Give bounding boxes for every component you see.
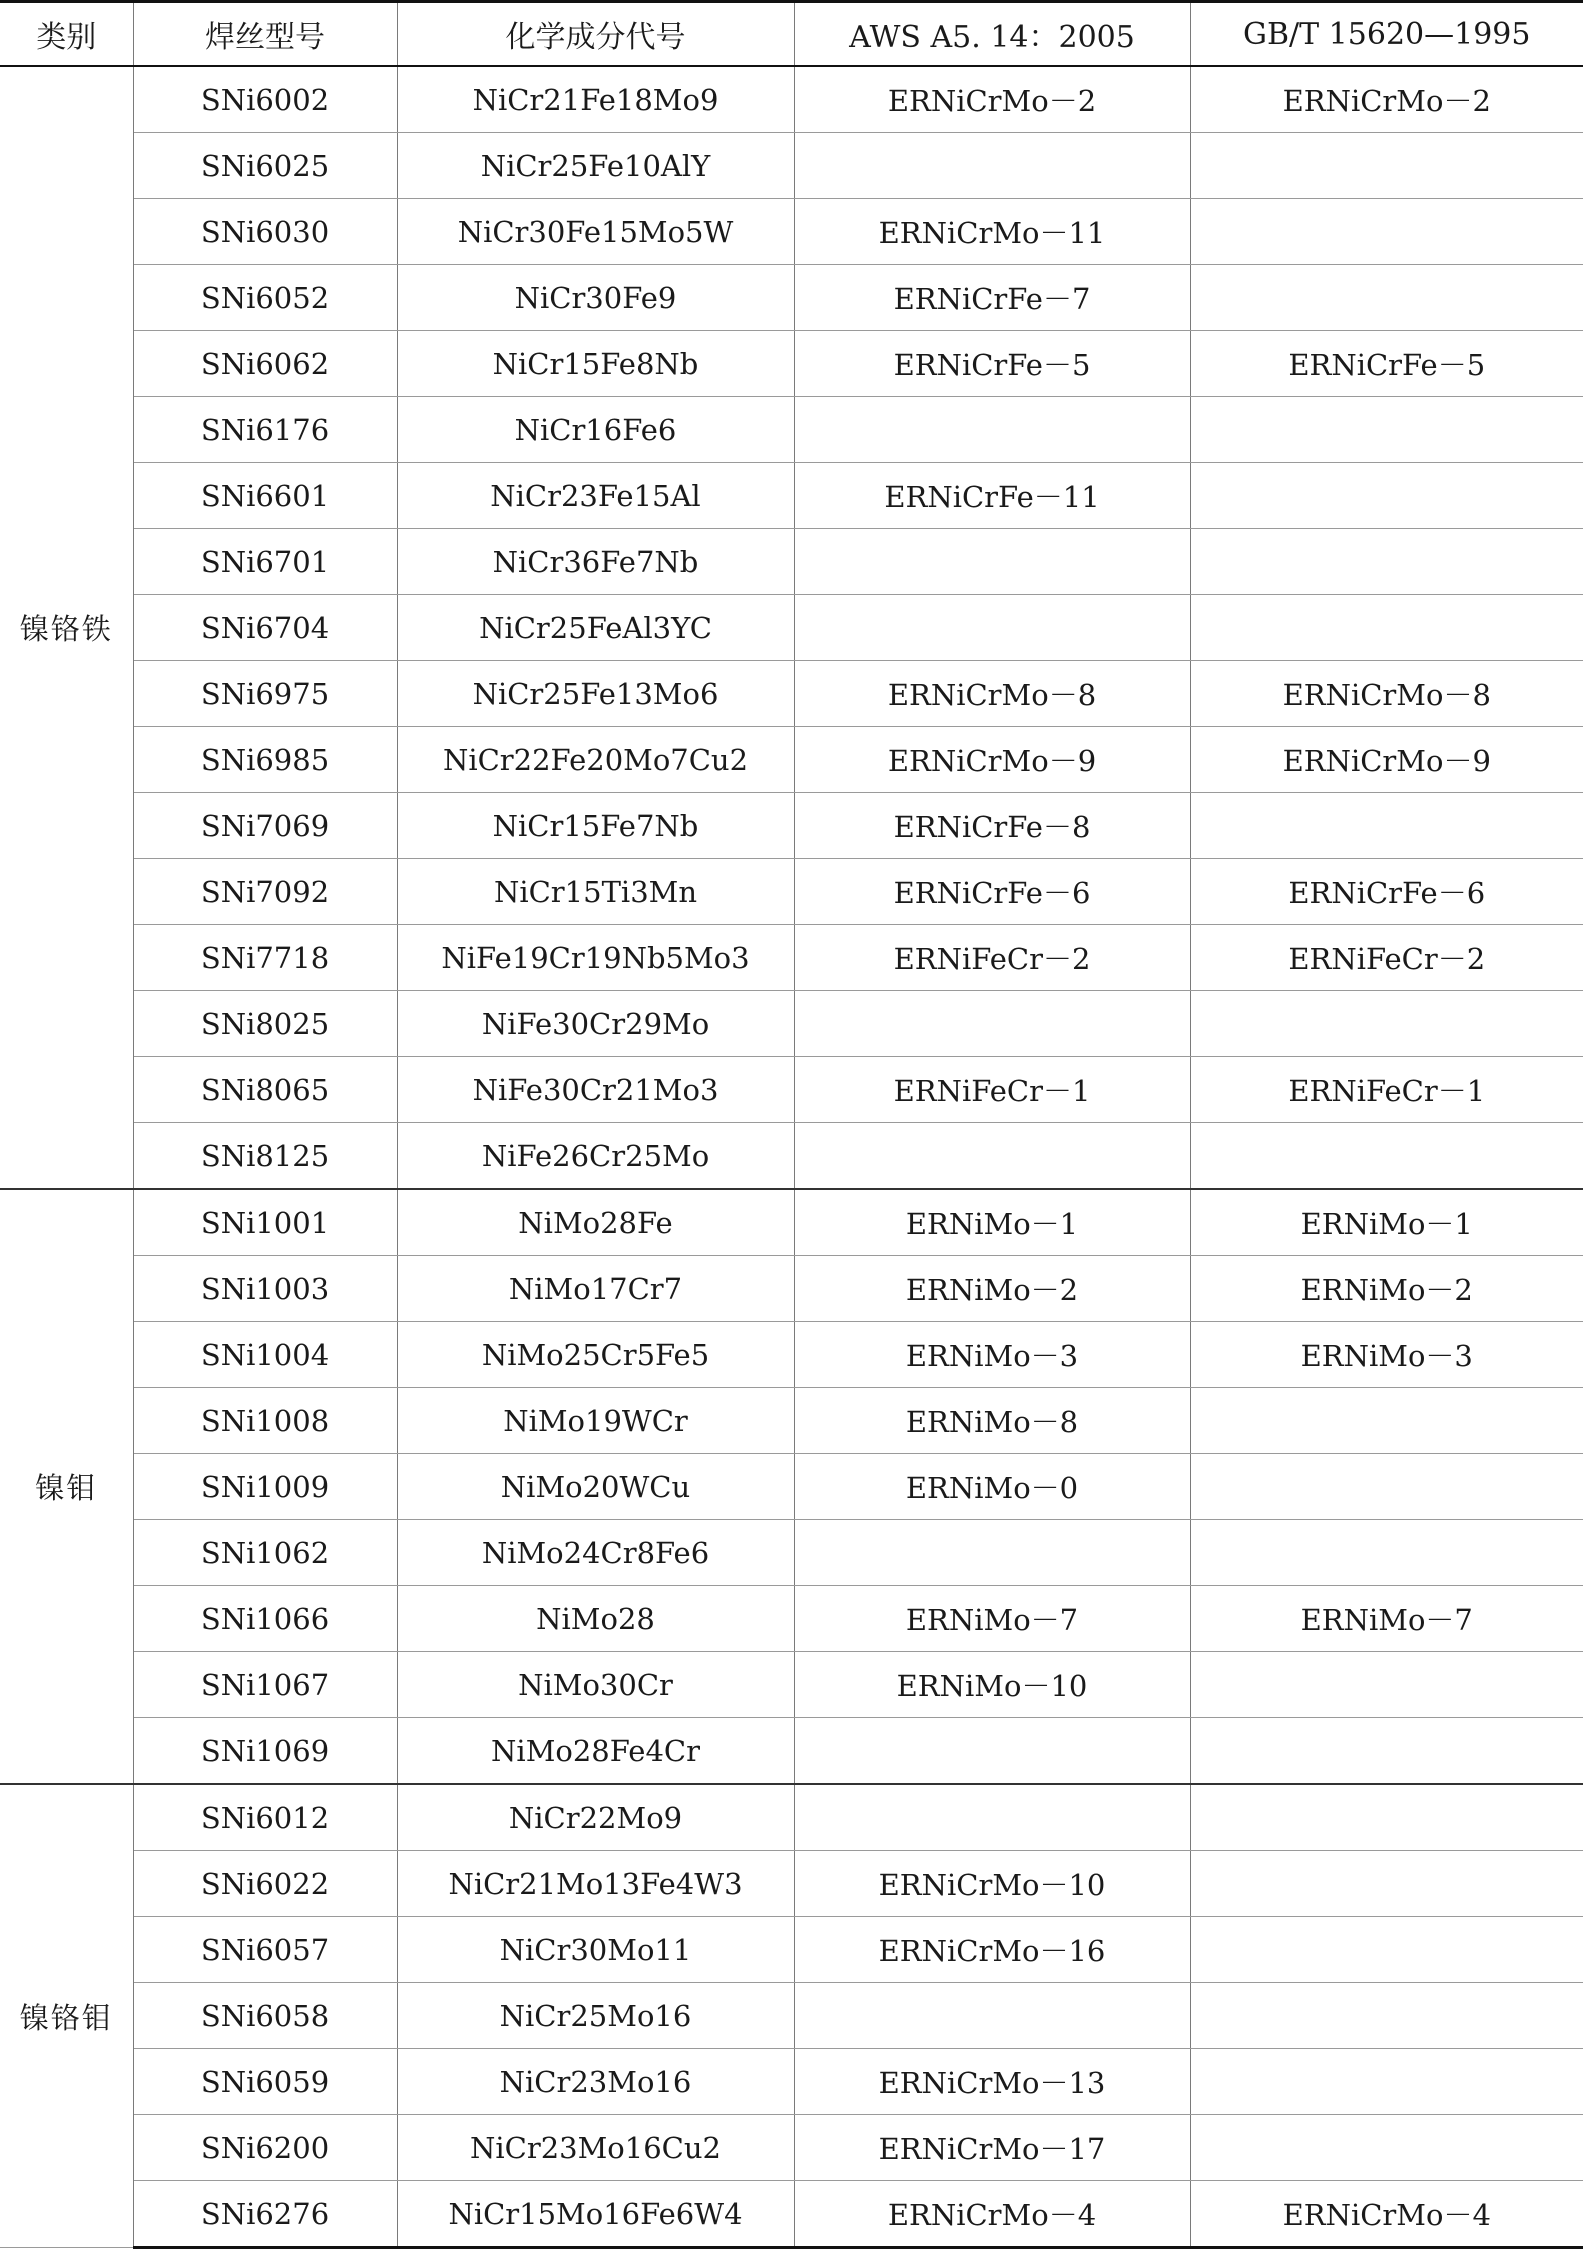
wire-model-cell: SNi6601 xyxy=(133,463,397,529)
table-row xyxy=(0,397,1583,463)
table-row xyxy=(0,1322,1583,1388)
chemical-code-cell: NiMo28Fe xyxy=(397,1189,794,1256)
gb-code-cell xyxy=(1190,529,1583,595)
chemical-code-cell: NiCr16Fe6 xyxy=(397,397,794,463)
wire-model-cell: SNi6059 xyxy=(133,2049,397,2115)
table-row xyxy=(0,2181,1583,2248)
wire-model-cell: SNi8065 xyxy=(133,1057,397,1123)
gb-code-cell xyxy=(1190,1784,1583,1851)
wire-model-cell: SNi1066 xyxy=(133,1586,397,1652)
wire-model-cell: SNi6012 xyxy=(133,1784,397,1851)
aws-code-cell: ERNiMo－0 xyxy=(794,1454,1190,1520)
chemical-code-cell: NiMo19WCr xyxy=(397,1388,794,1454)
chemical-code-cell: NiFe30Cr21Mo3 xyxy=(397,1057,794,1123)
aws-code-cell: ERNiMo－2 xyxy=(794,1256,1190,1322)
aws-code-cell: ERNiFeCr－1 xyxy=(794,1057,1190,1123)
chemical-code-cell: NiCr36Fe7Nb xyxy=(397,529,794,595)
wire-model-cell: SNi6176 xyxy=(133,397,397,463)
wire-model-cell: SNi7069 xyxy=(133,793,397,859)
chemical-code-cell: NiCr15Fe7Nb xyxy=(397,793,794,859)
table-row xyxy=(0,2115,1583,2181)
chemical-code-cell: NiMo24Cr8Fe6 xyxy=(397,1520,794,1586)
aws-code-cell: ERNiCrFe－11 xyxy=(794,463,1190,529)
gb-code-cell xyxy=(1190,2115,1583,2181)
gb-code-cell: ERNiMo－2 xyxy=(1190,1256,1583,1322)
aws-code-cell xyxy=(794,1520,1190,1586)
aws-code-cell: ERNiCrMo－8 xyxy=(794,661,1190,727)
gb-code-cell: ERNiMo－3 xyxy=(1190,1322,1583,1388)
aws-code-cell xyxy=(794,133,1190,199)
table-row xyxy=(0,727,1583,793)
aws-code-cell: ERNiCrFe－8 xyxy=(794,793,1190,859)
gb-code-cell: ERNiMo－7 xyxy=(1190,1586,1583,1652)
wire-model-cell: SNi6057 xyxy=(133,1917,397,1983)
gb-code-cell xyxy=(1190,1652,1583,1718)
wire-model-cell: SNi6704 xyxy=(133,595,397,661)
gb-code-cell xyxy=(1190,1851,1583,1917)
wire-model-cell: SNi6975 xyxy=(133,661,397,727)
category-cell: 镍铬铁 xyxy=(0,66,133,1189)
chemical-code-cell: NiCr30Fe9 xyxy=(397,265,794,331)
chemical-code-cell: NiCr22Mo9 xyxy=(397,1784,794,1851)
table-row xyxy=(0,66,1583,133)
aws-code-cell xyxy=(794,1718,1190,1785)
gb-code-cell: ERNiCrMo－4 xyxy=(1190,2181,1583,2248)
aws-code-cell xyxy=(794,991,1190,1057)
table-row xyxy=(0,1189,1583,1256)
gb-code-cell xyxy=(1190,265,1583,331)
header-row xyxy=(0,2,1583,67)
table-row xyxy=(0,133,1583,199)
chemical-code-cell: NiCr25Fe10AlY xyxy=(397,133,794,199)
chemical-code-cell: NiMo17Cr7 xyxy=(397,1256,794,1322)
table-row xyxy=(0,1057,1583,1123)
header-category: 类别 xyxy=(0,2,133,67)
aws-code-cell: ERNiCrFe－5 xyxy=(794,331,1190,397)
gb-code-cell xyxy=(1190,1983,1583,2049)
gb-code-cell xyxy=(1190,1917,1583,1983)
gb-code-cell: ERNiFeCr－1 xyxy=(1190,1057,1583,1123)
gb-code-cell: ERNiCrFe－5 xyxy=(1190,331,1583,397)
table-row xyxy=(0,463,1583,529)
aws-code-cell: ERNiCrMo－17 xyxy=(794,2115,1190,2181)
gb-code-cell xyxy=(1190,397,1583,463)
aws-code-cell: ERNiCrMo－11 xyxy=(794,199,1190,265)
wire-model-cell: SNi8125 xyxy=(133,1123,397,1190)
table-row xyxy=(0,991,1583,1057)
aws-code-cell: ERNiMo－7 xyxy=(794,1586,1190,1652)
aws-code-cell: ERNiCrMo－13 xyxy=(794,2049,1190,2115)
chemical-code-cell: NiMo30Cr xyxy=(397,1652,794,1718)
gb-code-cell xyxy=(1190,463,1583,529)
chemical-code-cell: NiCr25Fe13Mo6 xyxy=(397,661,794,727)
header-gb-standard: GB/T 15620—1995 xyxy=(1190,2,1583,67)
aws-code-cell: ERNiFeCr－2 xyxy=(794,925,1190,991)
gb-code-cell: ERNiFeCr－2 xyxy=(1190,925,1583,991)
aws-code-cell: ERNiCrFe－7 xyxy=(794,265,1190,331)
wire-model-cell: SNi7092 xyxy=(133,859,397,925)
wire-model-cell: SNi1069 xyxy=(133,1718,397,1785)
aws-code-cell xyxy=(794,397,1190,463)
gb-code-cell xyxy=(1190,133,1583,199)
chemical-code-cell: NiCr23Fe15Al xyxy=(397,463,794,529)
category-cell: 镍铬钼 xyxy=(0,1784,133,2248)
gb-code-cell xyxy=(1190,793,1583,859)
wire-model-cell: SNi6985 xyxy=(133,727,397,793)
wire-model-cell: SNi6030 xyxy=(133,199,397,265)
header-chemical-code: 化学成分代号 xyxy=(397,2,794,67)
gb-code-cell: ERNiCrMo－2 xyxy=(1190,66,1583,133)
aws-code-cell: ERNiCrMo－16 xyxy=(794,1917,1190,1983)
gb-code-cell xyxy=(1190,1520,1583,1586)
chemical-code-cell: NiCr23Mo16Cu2 xyxy=(397,2115,794,2181)
wire-model-cell: SNi6002 xyxy=(133,66,397,133)
gb-code-cell: ERNiMo－1 xyxy=(1190,1189,1583,1256)
aws-code-cell xyxy=(794,1784,1190,1851)
aws-code-cell: ERNiCrMo－2 xyxy=(794,66,1190,133)
chemical-code-cell: NiFe30Cr29Mo xyxy=(397,991,794,1057)
header-wire-model: 焊丝型号 xyxy=(133,2,397,67)
header-aws-standard: AWS A5. 14：2005 xyxy=(794,2,1190,67)
chemical-code-cell: NiMo28 xyxy=(397,1586,794,1652)
table-row xyxy=(0,529,1583,595)
wire-model-cell: SNi6025 xyxy=(133,133,397,199)
wire-model-cell: SNi6276 xyxy=(133,2181,397,2248)
chemical-code-cell: NiMo28Fe4Cr xyxy=(397,1718,794,1785)
table-row xyxy=(0,199,1583,265)
chemical-code-cell: NiCr25FeAl3YC xyxy=(397,595,794,661)
chemical-code-cell: NiMo25Cr5Fe5 xyxy=(397,1322,794,1388)
aws-code-cell: ERNiCrFe－6 xyxy=(794,859,1190,925)
gb-code-cell xyxy=(1190,1718,1583,1785)
aws-code-cell: ERNiCrMo－10 xyxy=(794,1851,1190,1917)
aws-code-cell xyxy=(794,595,1190,661)
chemical-code-cell: NiCr21Fe18Mo9 xyxy=(397,66,794,133)
table-row xyxy=(0,331,1583,397)
chemical-code-cell: NiCr21Mo13Fe4W3 xyxy=(397,1851,794,1917)
wire-model-cell: SNi8025 xyxy=(133,991,397,1057)
gb-code-cell xyxy=(1190,1388,1583,1454)
category-cell: 镍钼 xyxy=(0,1189,133,1784)
wire-model-cell: SNi7718 xyxy=(133,925,397,991)
table-row xyxy=(0,1851,1583,1917)
table-row xyxy=(0,1586,1583,1652)
aws-code-cell: ERNiMo－1 xyxy=(794,1189,1190,1256)
table-row xyxy=(0,793,1583,859)
chemical-code-cell: NiFe19Cr19Nb5Mo3 xyxy=(397,925,794,991)
wire-model-cell: SNi1008 xyxy=(133,1388,397,1454)
table-row xyxy=(0,859,1583,925)
wire-model-cell: SNi1001 xyxy=(133,1189,397,1256)
table-row xyxy=(0,1917,1583,1983)
gb-code-cell xyxy=(1190,1123,1583,1190)
aws-code-cell: ERNiMo－3 xyxy=(794,1322,1190,1388)
gb-code-cell xyxy=(1190,991,1583,1057)
wire-model-cell: SNi6022 xyxy=(133,1851,397,1917)
chemical-code-cell: NiCr23Mo16 xyxy=(397,2049,794,2115)
table-row xyxy=(0,1388,1583,1454)
chemical-code-cell: NiCr22Fe20Mo7Cu2 xyxy=(397,727,794,793)
aws-code-cell: ERNiMo－8 xyxy=(794,1388,1190,1454)
table-row xyxy=(0,1652,1583,1718)
chemical-code-cell: NiCr15Ti3Mn xyxy=(397,859,794,925)
aws-code-cell xyxy=(794,529,1190,595)
aws-code-cell: ERNiMo－10 xyxy=(794,1652,1190,1718)
table-row xyxy=(0,1454,1583,1520)
gb-code-cell xyxy=(1190,595,1583,661)
table-row xyxy=(0,1784,1583,1851)
table-row xyxy=(0,925,1583,991)
gb-code-cell: ERNiCrMo－8 xyxy=(1190,661,1583,727)
aws-code-cell: ERNiCrMo－9 xyxy=(794,727,1190,793)
wire-model-cell: SNi1003 xyxy=(133,1256,397,1322)
wire-model-cell: SNi6200 xyxy=(133,2115,397,2181)
chemical-code-cell: NiCr30Mo11 xyxy=(397,1917,794,1983)
table-row xyxy=(0,1256,1583,1322)
wire-model-cell: SNi1067 xyxy=(133,1652,397,1718)
chemical-code-cell: NiCr30Fe15Mo5W xyxy=(397,199,794,265)
wire-model-cell: SNi6701 xyxy=(133,529,397,595)
aws-code-cell: ERNiCrMo－4 xyxy=(794,2181,1190,2248)
table-row xyxy=(0,661,1583,727)
chemical-code-cell: NiMo20WCu xyxy=(397,1454,794,1520)
table-row xyxy=(0,1983,1583,2049)
wire-model-cell: SNi6062 xyxy=(133,331,397,397)
wire-model-cell: SNi1062 xyxy=(133,1520,397,1586)
chemical-code-cell: NiCr15Mo16Fe6W4 xyxy=(397,2181,794,2248)
wire-model-cell: SNi1009 xyxy=(133,1454,397,1520)
table-row xyxy=(0,1520,1583,1586)
gb-code-cell xyxy=(1190,2049,1583,2115)
gb-code-cell: ERNiCrMo－9 xyxy=(1190,727,1583,793)
aws-code-cell xyxy=(794,1983,1190,2049)
gb-code-cell xyxy=(1190,1454,1583,1520)
chemical-code-cell: NiCr25Mo16 xyxy=(397,1983,794,2049)
wire-model-cell: SNi1004 xyxy=(133,1322,397,1388)
table-body xyxy=(0,66,1583,2248)
gb-code-cell xyxy=(1190,199,1583,265)
table-row xyxy=(0,2049,1583,2115)
wire-model-cell: SNi6052 xyxy=(133,265,397,331)
aws-code-cell xyxy=(794,1123,1190,1190)
table-row xyxy=(0,265,1583,331)
gb-code-cell: ERNiCrFe－6 xyxy=(1190,859,1583,925)
table-row xyxy=(0,595,1583,661)
chemical-code-cell: NiFe26Cr25Mo xyxy=(397,1123,794,1190)
table-row xyxy=(0,1123,1583,1190)
wire-model-cell: SNi6058 xyxy=(133,1983,397,2049)
chemical-code-cell: NiCr15Fe8Nb xyxy=(397,331,794,397)
table-row xyxy=(0,1718,1583,1785)
